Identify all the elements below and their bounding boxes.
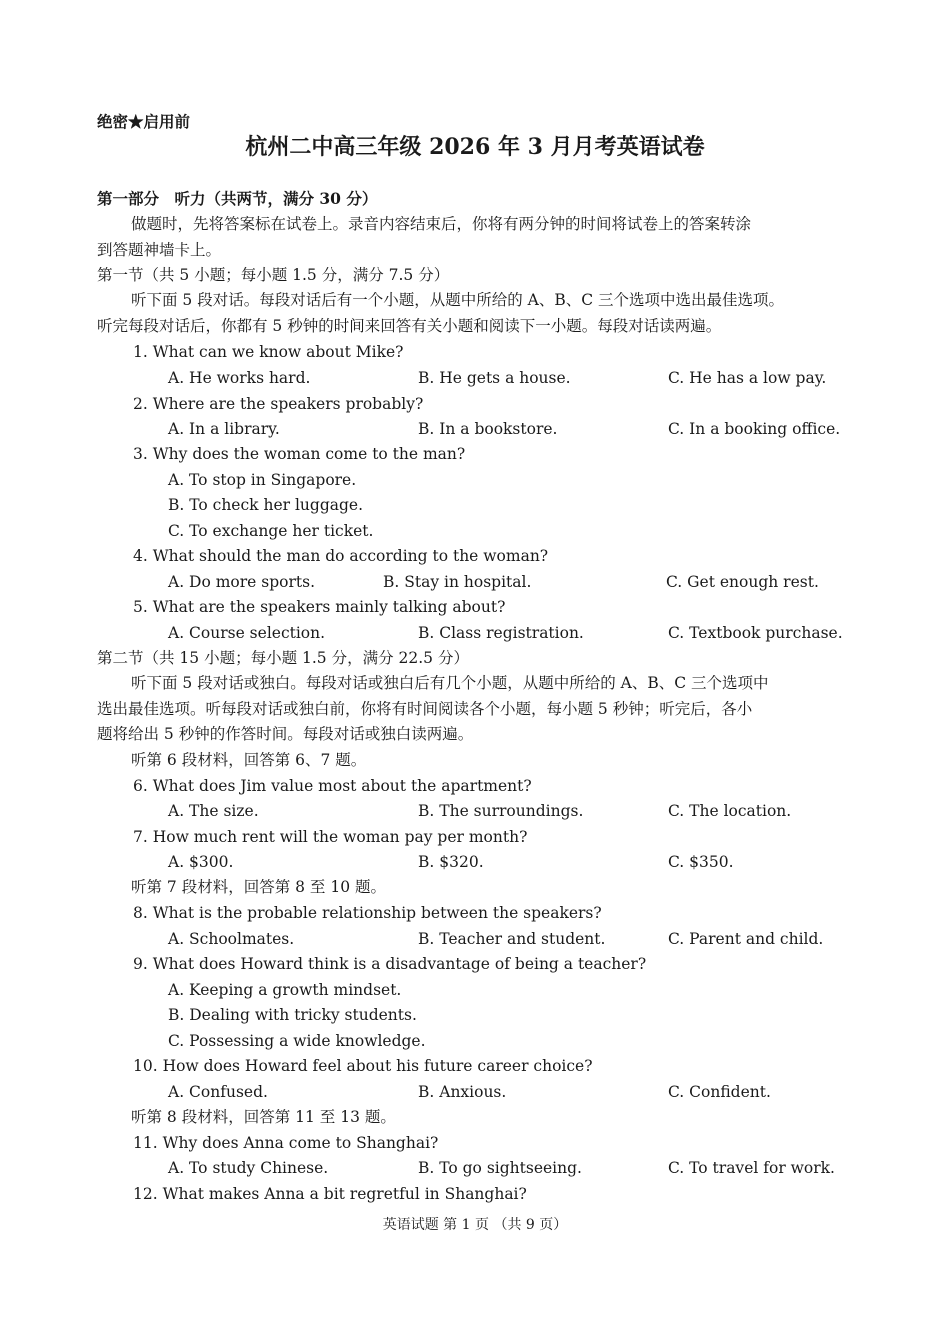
- question-1-option-c: C. He has a low pay.: [668, 369, 827, 387]
- question-8-option-c: C. Parent and child.: [668, 930, 824, 948]
- question-9-stem: 9. What does Howard think is a disadvantage of being a teacher?: [133, 955, 647, 973]
- question-9-option-b: B. Dealing with tricky students.: [168, 1006, 417, 1024]
- question-2-stem: 2. Where are the speakers probably?: [133, 395, 424, 413]
- section1-heading: 第一节（共 5 小题；每小题 1.5 分，满分 7.5 分）: [97, 266, 450, 284]
- question-3-option-a: A. To stop in Singapore.: [168, 471, 357, 489]
- question-6-option-c: C. The location.: [668, 802, 792, 820]
- question-6-option-a: A. The size.: [168, 802, 259, 820]
- material-7-label: 听第 7 段材料，回答第 8 至 10 题。: [131, 878, 387, 896]
- confidential-label: 绝密★启用前: [97, 112, 191, 131]
- section2-instruction-line3: 题将给出 5 秒钟的作答时间。每段对话或独白读两遍。: [97, 725, 474, 743]
- section2-instruction-line2: 选出最佳选项。听每段对话或独白前，你将有时间阅读各个小题，每小题 5 秒钟；听完后，各小: [97, 700, 753, 718]
- question-2-option-b: B. In a bookstore.: [418, 420, 558, 438]
- question-4-option-b: B. Stay in hospital.: [383, 573, 532, 591]
- question-4-option-c: C. Get enough rest.: [666, 573, 819, 591]
- question-5-option-b: B. Class registration.: [418, 624, 584, 642]
- exam-title: 杭州二中高三年级 2026 年 3 月月考英语试卷: [245, 134, 705, 160]
- question-8-stem: 8. What is the probable relationship between the speakers?: [133, 904, 602, 922]
- page-footer: 英语试题 第 1 页 （共 9 页）: [382, 1217, 568, 1233]
- question-8-option-b: B. Teacher and student.: [418, 930, 606, 948]
- question-3-option-b: B. To check her luggage.: [168, 496, 364, 514]
- question-3-option-c: C. To exchange her ticket.: [168, 522, 374, 540]
- material-8-label: 听第 8 段材料，回答第 11 至 13 题。: [131, 1108, 396, 1126]
- question-7-option-c: C. $350.: [668, 853, 734, 871]
- question-6-stem: 6. What does Jim value most about the apartment?: [133, 777, 532, 795]
- question-5-option-c: C. Textbook purchase.: [668, 624, 843, 642]
- section2-instruction-line1: 听下面 5 段对话或独白。每段对话或独白后有几个小题，从题中所给的 A、B、C 三个选项中: [131, 674, 769, 692]
- section2-heading: 第二节（共 15 小题；每小题 1.5 分，满分 22.5 分）: [97, 649, 469, 667]
- question-1-stem: 1. What can we know about Mike?: [133, 343, 404, 361]
- part1-instruction-line2: 到答题神墙卡上。: [97, 241, 222, 259]
- question-2-option-c: C. In a booking office.: [668, 420, 841, 438]
- section1-instruction-line1: 听下面 5 段对话。每段对话后有一个小题，从题中所给的 A、B、C 三个选项中选出最佳选项。: [131, 291, 785, 309]
- material-6-label: 听第 6 段材料，回答第 6、7 题。: [131, 751, 367, 769]
- question-1-option-b: B. He gets a house.: [418, 369, 571, 387]
- question-4-option-a: A. Do more sports.: [168, 573, 316, 591]
- question-3-stem: 3. Why does the woman come to the man?: [133, 445, 466, 463]
- section1-instruction-line2: 听完每段对话后，你都有 5 秒钟的时间来回答有关小题和阅读下一小题。每段对话读两遍。: [97, 317, 722, 335]
- question-9-option-c: C. Possessing a wide knowledge.: [168, 1032, 426, 1050]
- question-10-option-c: C. Confident.: [668, 1083, 771, 1101]
- question-7-option-a: A. $300.: [168, 853, 234, 871]
- question-1-option-a: A. He works hard.: [168, 369, 311, 387]
- question-7-stem: 7. How much rent will the woman pay per month?: [133, 828, 528, 846]
- question-2-option-a: A. In a library.: [168, 420, 280, 438]
- question-8-option-a: A. Schoolmates.: [168, 930, 295, 948]
- question-6-option-b: B. The surroundings.: [418, 802, 584, 820]
- question-11-option-a: A. To study Chinese.: [168, 1159, 329, 1177]
- question-5-option-a: A. Course selection.: [168, 624, 326, 642]
- question-5-stem: 5. What are the speakers mainly talking about?: [133, 598, 506, 616]
- question-10-option-b: B. Anxious.: [418, 1083, 507, 1101]
- question-4-stem: 4. What should the man do according to the woman?: [133, 547, 549, 565]
- question-12-stem: 12. What makes Anna a bit regretful in Shanghai?: [133, 1185, 527, 1203]
- question-7-option-b: B. $320.: [418, 853, 484, 871]
- question-11-option-b: B. To go sightseeing.: [418, 1159, 582, 1177]
- part1-heading: 第一部分 听力（共两节，满分 30 分）: [97, 189, 378, 208]
- question-11-stem: 11. Why does Anna come to Shanghai?: [133, 1134, 439, 1152]
- question-11-option-c: C. To travel for work.: [668, 1159, 835, 1177]
- question-10-option-a: A. Confused.: [168, 1083, 268, 1101]
- question-9-option-a: A. Keeping a growth mindset.: [168, 981, 402, 999]
- question-10-stem: 10. How does Howard feel about his future career choice?: [133, 1057, 593, 1075]
- part1-instruction-line1: 做题时，先将答案标在试卷上。录音内容结束后，你将有两分钟的时间将试卷上的答案转涂: [131, 215, 752, 233]
